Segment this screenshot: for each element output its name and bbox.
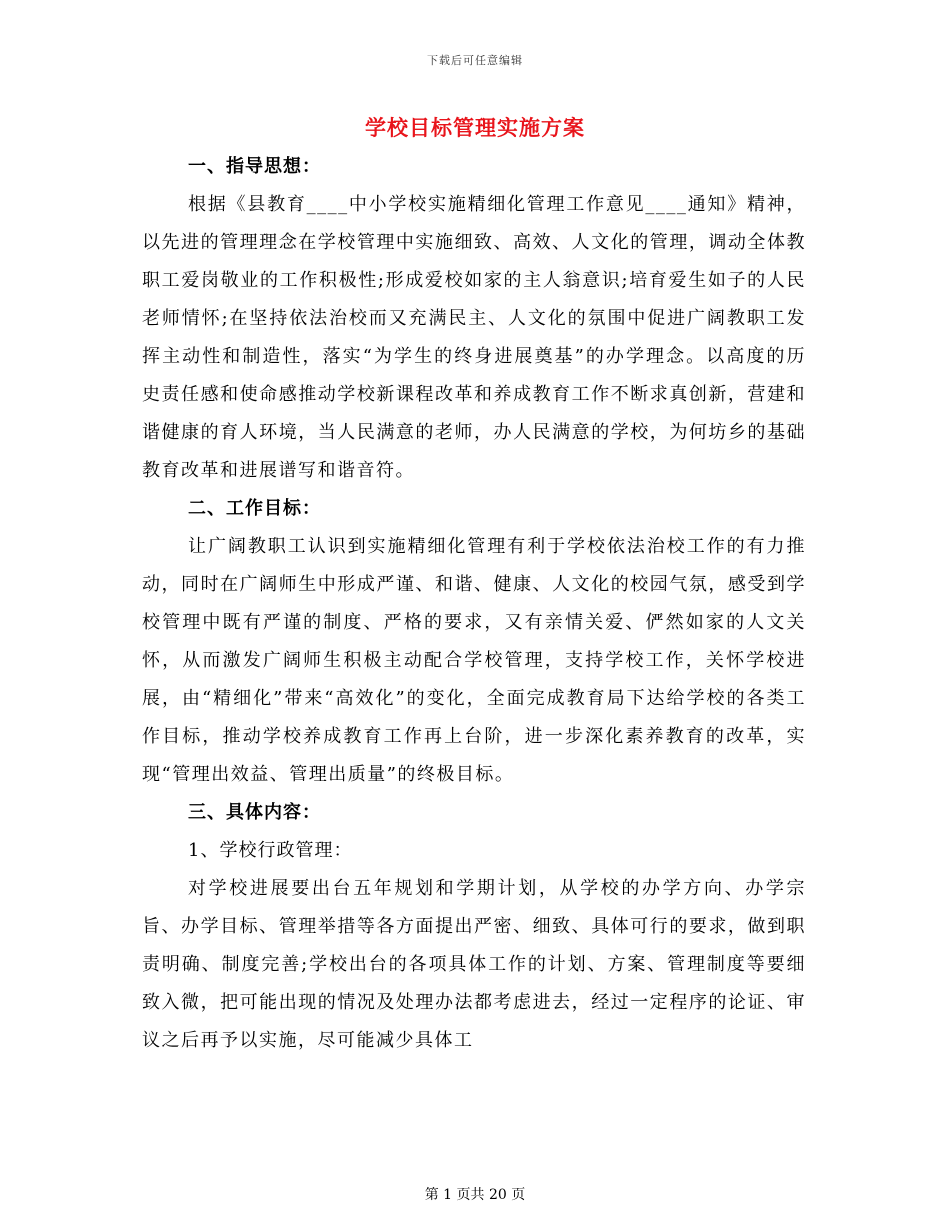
section-guiding-ideology — [142, 148, 806, 490]
section-paragraph: 根据《县教育____中小学校实施精细化管理工作意见____通知》精神，以先进的管理理念在学校管理中实施细致、高效、人文化的管理，调动全体教职工爱岗敬业的工作积极性;形成爱校如家的主人翁意识;培育爱生如子的人民老师情怀;在坚持依法治校而又充满民主、人文化的氛围中促进广阔教职工发挥主动性和制造性，落实“为学生的终身进展奠基”的办学理念。以高度的历史责任感和使命感推动学校新课程改革和养成教育工作不断求真创新，营建和谐健康的育人环境，当人民满意的老师，办人民满意的学校，为何坊乡的基础教育改革和进展谱写和谐音符。 — [142, 194, 806, 481]
header-note: 下载后可任意编辑 — [427, 54, 523, 67]
section-heading: 二、工作目标： — [188, 498, 321, 519]
page-number-footer: 第 1 页共 20 页 — [424, 1187, 526, 1203]
section-heading: 三、具体内容： — [188, 802, 321, 823]
document-title: 学校目标管理实施方案 — [365, 115, 585, 140]
section-subheading: 1、学校行政管理： — [188, 840, 353, 861]
section-paragraph: 对学校进展要出台五年规划和学期计划，从学校的办学方向、办学宗旨、办学目标、管理举措等各方面提出严密、细致、具体可行的要求，做到职责明确、制度完善;学校出台的各项具体工作的计划、方案、管理制度等要细致入微，把可能出现的情况及处理办法都考虑进去，经过一定程序的论证、审议之后再予以实施，尽可能减少具体工 — [142, 878, 806, 1051]
document-body — [142, 148, 806, 1060]
section-heading: 一、指导思想： — [188, 156, 321, 177]
section-specific-content — [142, 794, 806, 1060]
section-work-goals — [142, 490, 806, 794]
section-paragraph: 让广阔教职工认识到实施精细化管理有利于学校依法治校工作的有力推动，同时在广阔师生中形成严谨、和谐、健康、人文化的校园气氛，感受到学校管理中既有严谨的制度、严格的要求，又有亲情关爱、俨然如家的人文关怀，从而激发广阔师生积极主动配合学校管理，支持学校工作，关怀学校进展，由“精细化”带来“高效化”的变化，全面完成教育局下达给学校的各类工作目标，推动学校养成教育工作再上台阶，进一步深化素养教育的改革，实现“管理出效益、管理出质量”的终极目标。 — [142, 536, 806, 785]
